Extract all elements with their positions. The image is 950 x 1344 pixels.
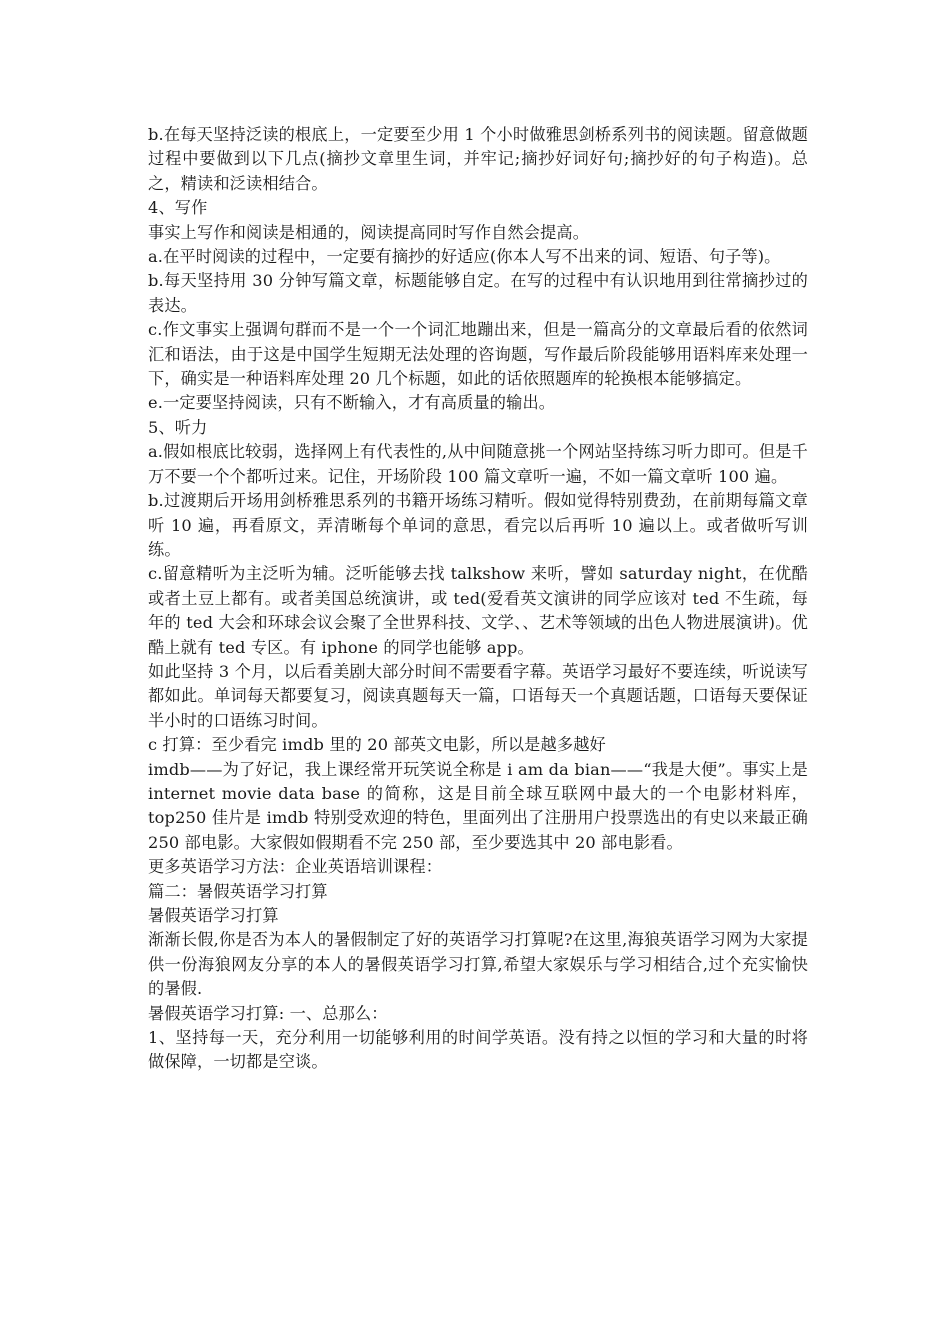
paragraph-reading-b: b.在每天坚持泛读的根底上，一定要至少用 1 个小时做雅思剑桥系列书的阅读题。留意做题过程中要做到以下几点(摘抄文章里生词，并牢记;摘抄好词好句;摘抄好的句子构造)。总之，精读和泛读相结合。 [148,125,808,193]
paragraph-imdb: imdb——为了好记，我上课经常开玩笑说全称是 i am da bian——“我是大便”。事实上是 internet movie data base 的简称，这是目前全球互联网中最大的一个电影材料库，top250 佳片是 imdb 特别受欢迎的特色，里面列出了注册用户投票选出的有史以来最正确 250 部电影。大家假如假期看不完 250 部，至少要选其中 20 部电影看。 [148,759,808,852]
paragraph-listening-a: a.假如根底比较弱，选择网上有代表性的,从中间随意挑一个网站坚持练习听力即可。但是千万不要一个个都听过来。记住，开场阶段 100 篇文章听一遍，不如一篇文章听 100 遍。 [148,442,808,486]
heading-summer-plan: 暑假英语学习打算 [148,906,279,925]
document-body [148,123,808,1075]
paragraph-more-methods: 更多英语学习方法：企业英语培训课程： [148,857,443,877]
paragraph-writing-e: e.一定要坚持阅读，只有不断输入，才有高质量的输出。 [148,393,556,413]
paragraph-summer-intro: 渐渐长假,你是否为本人的暑假制定了好的英语学习打算呢?在这里,海狼英语学习网为大家提供一份海狼网友分享的本人的暑假英语学习打算,希望大家娱乐与学习相结合,过个充实愉快的暑假. [148,930,808,999]
paragraph-writing-b: b.每天坚持用 30 分钟写篇文章，标题能够自定。在写的过程中有认识地用到往常摘抄过的表达。 [148,271,808,315]
paragraph-writing-a: a.在平时阅读的过程中，一定要有摘抄的好适应(你本人写不出来的词、短语、句子等)。 [148,247,781,267]
paragraph-principle-1: 1、坚持每一天，充分利用一切能够利用的时间学英语。没有持之以恒的学习和大量的时将做保障，一切都是空谈。 [148,1028,808,1072]
heading-part-two: 篇二：暑假英语学习打算 [148,881,328,901]
heading-general-principles: 暑假英语学习打算: 一、总那么： [148,1003,388,1023]
paragraph-movie-plan: c 打算：至少看完 imdb 里的 20 部英文电影，所以是越多越好 [148,735,606,755]
paragraph-listening-b: b.过渡期后开场用剑桥雅思系列的书籍开场练习精听。假如觉得特别费劲，在前期每篇文章听 10 遍，再看原文，弄清晰每个单词的意思，看完以后再听 10 遍以上。或者做听写训练。 [148,491,808,559]
heading-writing: 4、写作 [148,198,208,218]
paragraph-writing-c: c.作文事实上强调句群而不是一个一个词汇地蹦出来，但是一篇高分的文章最后看的依然词汇和语法，由于这是中国学生短期无法处理的咨询题，写作最后阶段能够用语料库来处理一下，确实是一种语料库处理 20 几个标题，如此的话依照题库的轮换根本能够搞定。 [148,320,808,389]
heading-listening: 5、听力 [148,417,208,437]
paragraph-listening-c: c.留意精听为主泛听为辅。泛听能够去找 talkshow 来听，譬如 saturday night，在优酷或者土豆上都有。或者美国总统演讲，或 ted(爱看英文演讲的同学应该对 ted 不生疏，每年的 ted 大会和环球会议会聚了全世界科技、文学、、艺术等领域的出色人物进展演讲)。优酷上就有 ted 专区。有 iphone 的同学也能够 app。 [148,564,808,657]
paragraph-persistence: 如此坚持 3 个月，以后看美剧大部分时间不需要看字幕。英语学习最好不要连续，听说读写都如此。单词每天都要复习，阅读真题每天一篇，口语每天一个真题话题，口语每天要保证半小时的口语练习时间。 [148,661,808,730]
paragraph-writing-intro: 事实上写作和阅读是相通的，阅读提高同时写作自然会提高。 [148,222,590,242]
